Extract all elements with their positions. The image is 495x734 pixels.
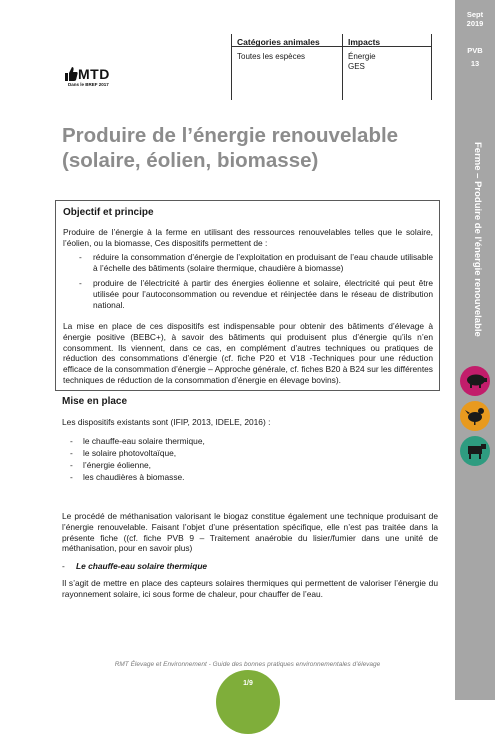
sheet-code: PVB (467, 46, 483, 55)
logo-subtitle: Dans le BREF 2017 (68, 82, 109, 87)
header-divider-right (431, 34, 432, 100)
implementation-intro: Les dispositifs existants sont (IFIP, 2013, IDELE, 2016) : (62, 417, 271, 427)
item-text: l’énergie éolienne, (83, 460, 151, 470)
item-text: les chaudières à biomasse. (83, 472, 185, 482)
page-number: 1/9 (243, 680, 253, 687)
solar-thermal-subheading: - Le chauffe-eau solaire thermique (62, 561, 208, 571)
impact-ges: GES (348, 62, 365, 71)
date-month: Sept (466, 10, 484, 19)
date-year: 2019 (466, 19, 484, 28)
logo-text: MTD (78, 66, 110, 82)
impacts-values (348, 52, 433, 72)
objective-bullet: - réduire la consommation d’énergie de l’exploitation en produisant de l’eau chaude utilisable à l’échelle des bâtiments (solaire thermique, chaudière à biomasse) (79, 252, 433, 273)
impact-energy: Énergie (348, 52, 376, 61)
objective-heading: Objectif et principe (63, 207, 154, 218)
page-title (62, 123, 442, 173)
bullet-text: réduire la consommation d’énergie de l’exploitation en produisant de l’eau chaude utilisable à l’échelle des bâtiments (solaire thermique, chaudière à biomasse) (93, 252, 433, 273)
categories-column (231, 34, 337, 100)
solar-thermal-paragraph: Il s’agit de mettre en place des capteurs solaires thermiques qui permettent de valoriser l’énergie du rayonnement solaire, ici sous forme de chaleur, pour chauffer de l’eau. (62, 578, 438, 599)
thumbs-up-icon (64, 66, 78, 82)
methanisation-paragraph: Le procédé de méthanisation valorisant le biogaz constitue également une technique produisant de l’énergie renouvelable. Faisant l’objet d’une présentation spécifique, elle n’est pas traitée dans la présente fiche ((cf. fiche PVB 9 – Traitement anaérobie du lisier/fumier dans une unité de méthanisation, pour en savoir plus) (62, 511, 438, 554)
impacts-column (342, 34, 433, 100)
sidebar-date (455, 10, 495, 28)
mtd-logo (64, 66, 126, 94)
objective-paragraph: La mise en place de ces dispositifs est indispensable pour obtenir des bâtiments d’élevage à énergie positive (BEBC+), à savoir des bâtiments qui produisent plus d’énergie qu’ils n’en consomment. Ils viennent, dans ce cas, en complément d’autres techniques ou pratiques de réduction des consommations d’énergie (cf. fiche P20 et V18 -Techniques pour une réduction efficace de la consommation d’énergie – Approche générale, cf. fiches B20 à B24 sur les différentes techniques de réduction de la consommation d’énergie en élevage bovins). (63, 321, 433, 385)
objective-box (55, 200, 440, 391)
title-line-2: (solaire, éolien, biomasse) (62, 149, 319, 172)
sheet-number: 13 (470, 59, 480, 68)
device-list-item: - le solaire photovoltaïque, (70, 448, 177, 458)
objective-bullet: - produire de l’électricité à partir des énergies éolienne et solaire, électricité qui peut être utilisée pour l’autoconsommation ou revendue et réinjectée dans le réseau de distribution national. (79, 278, 433, 310)
title-line-1: Produire de l’énergie renouvelable (62, 124, 399, 147)
header-divider (232, 46, 432, 47)
cattle-icon (460, 436, 490, 466)
sidebar-code (455, 44, 495, 70)
pig-icon (460, 366, 490, 396)
bullet-text: produire de l’électricité à partir des énergies éolienne et solaire, électricité qui peut être utilisée pour l’autoconsommation ou revendue et réinjectée dans le réseau de distribution national. (93, 278, 433, 310)
poultry-icon (460, 401, 490, 431)
categories-heading: Catégories animales (237, 37, 320, 47)
item-text: le chauffe-eau solaire thermique, (83, 436, 205, 446)
objective-intro: Produire de l’énergie à la ferme en utilisant des ressources renouvelables telles que le solaire, l’éolien, ou la biomasse, Ces dispositifs permettent de : (63, 227, 433, 248)
subheading-text: Le chauffe-eau solaire thermique (76, 561, 208, 571)
device-list-item: - l’énergie éolienne, (70, 460, 151, 470)
device-list-item: - le chauffe-eau solaire thermique, (70, 436, 205, 446)
device-list-item: - les chaudières à biomasse. (70, 472, 185, 482)
impacts-heading: Impacts (348, 37, 381, 47)
sidebar-vertical-title: Ferme – Produire de l’énergie renouvelable (472, 142, 483, 337)
right-sidebar (455, 0, 495, 700)
categories-value: Toutes les espèces (237, 52, 306, 61)
item-text: le solaire photovoltaïque, (83, 448, 177, 458)
footer-text: RMT Élevage et Environnement - Guide des bonnes pratiques environnementales d’élevage (114, 661, 381, 668)
implementation-heading: Mise en place (62, 396, 128, 407)
